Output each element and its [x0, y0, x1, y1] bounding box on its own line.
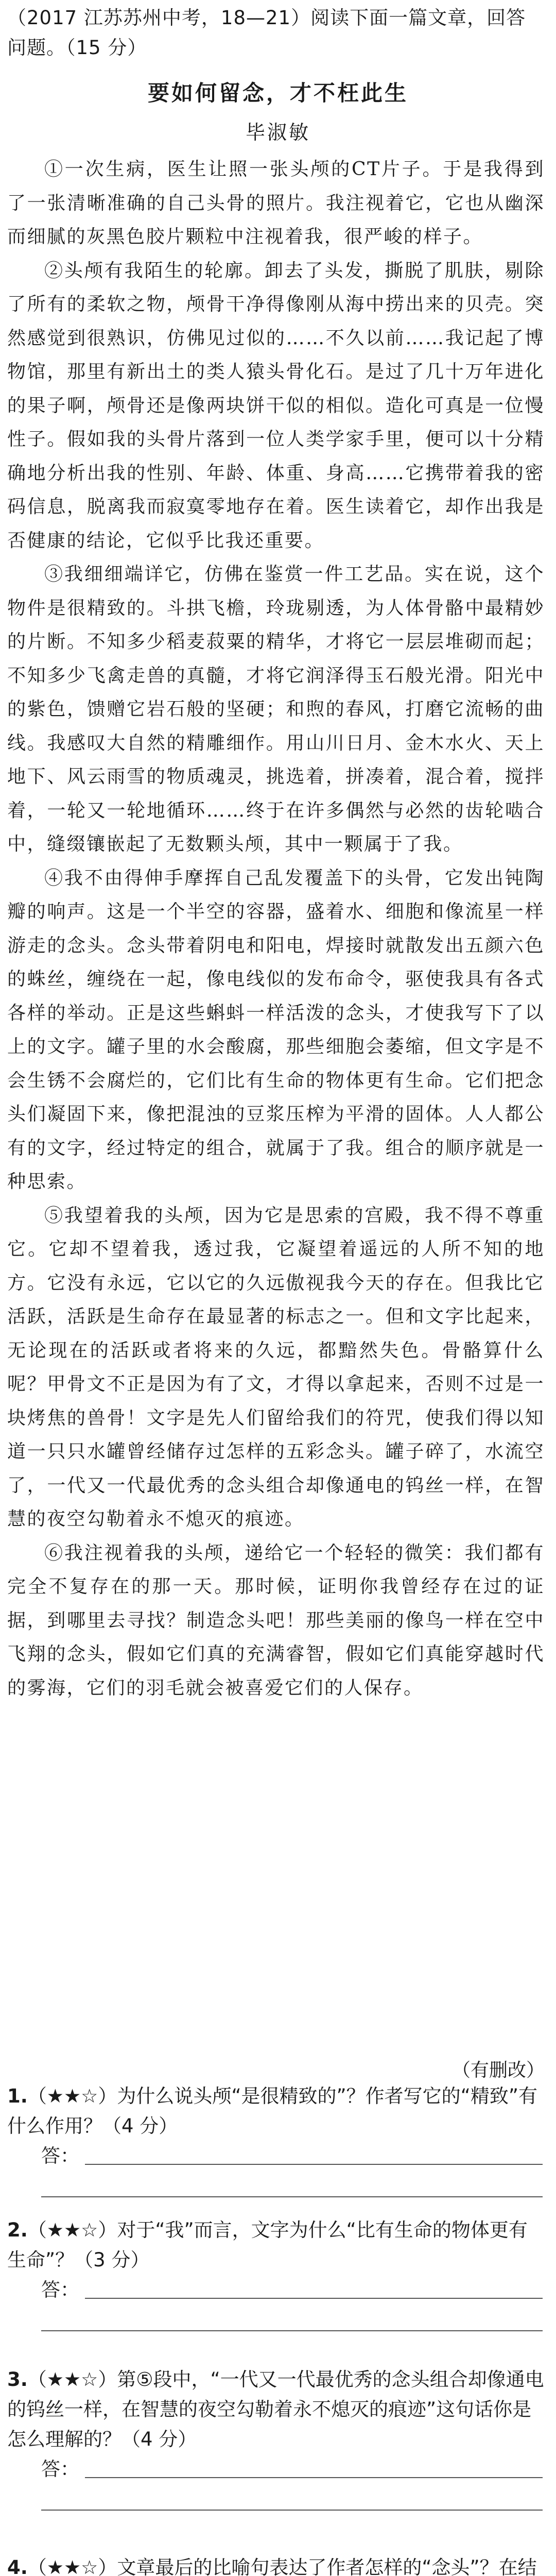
answer-line[interactable] [85, 2477, 543, 2478]
question-4 [7, 2553, 545, 2576]
question-2 [7, 2215, 545, 2305]
question-1 [7, 2081, 545, 2171]
answer-line[interactable] [41, 2330, 543, 2331]
difficulty-stars: （★★☆） [27, 2085, 117, 2107]
answer-line[interactable] [41, 2196, 543, 2197]
answer-line[interactable] [85, 2164, 543, 2165]
exercise-intro: （2017 江苏苏州中考，18—21）阅读下面一篇文章，回答问题。（15 分） [7, 7, 526, 59]
answer-label: 答： [41, 2458, 79, 2480]
question-text: 文章最后的比喻句表达了作者怎样的“念头”？在结 [117, 2556, 537, 2576]
difficulty-stars: （★★☆） [27, 2219, 117, 2241]
difficulty-stars: （★★☆） [27, 2556, 117, 2576]
question-text: 第⑤段中，“一代又一代最优秀的念头组合却像通电的钨丝一样，在智慧的夜空勾勒着永不熄灭的痕迹”这句话你是怎么理解的？（4 分） [7, 2368, 544, 2450]
source-note: （有删改） [451, 2060, 545, 2081]
paragraph-2: ②头颅有我陌生的轮廓。卸去了头发，撕脱了肌肤，剔除了所有的柔软之物，颅骨干净得像刚从海中捞出来的贝壳。突然感觉到很熟识，仿佛见过似的……不久以前……我记起了博物馆，那里有新出土的类人猿头骨化石。是过了几十万年进化的果子啊，颅骨还是像两块饼干似的相似。造化可真是一位慢性子。假如我的头骨片落到一位人类学家手里，便可以十分精确地分析出我的性别、年龄、体重、身高……它携带着我的密码信息，脱离我而寂寞零地存在着。医生读着它，却作出我是否健康的结论，它似乎比我还重要。 [7, 260, 545, 551]
paragraph-1: ①一次生病，医生让照一张头颅的CT片子。于是我得到了一张清晰准确的自己头骨的照片。我注视着它，它也从幽深而细腻的灰黑色胶片颗粒中注视着我，很严峻的样子。 [7, 159, 545, 247]
question-3 [7, 2365, 545, 2484]
answer-label: 答： [41, 2145, 79, 2167]
question-text: 为什么说头颅“是很精致的”？作者写它的“精致”有什么作用？（4 分） [7, 2085, 538, 2137]
article-author: 毕淑敏 [245, 121, 310, 144]
answer-label: 答： [41, 2279, 79, 2301]
article-title: 要如何留念，才不枉此生 [147, 80, 408, 106]
question-number: 4. [7, 2556, 28, 2576]
answer-line[interactable] [41, 2510, 543, 2511]
question-number: 1. [7, 2085, 28, 2107]
paragraph-5: ⑤我望着我的头颅，因为它是思索的宫殿，我不得不尊重它。它却不望着我，透过我，它凝望着遥远的人所不知的地方。它没有永远，它以它的久远傲视我今天的存在。但我比它活跃，活跃是生命存在最显著的标志之一。但和文字比起来，无论现在的活跃或者将来的久远，都黯然失色。骨骼算什么呢？甲骨文不正是因为有了文，才得以拿起来，否则不过是一块烤焦的兽骨！文字是先人们留给我们的符咒，使我们得以知道一只只水罐曾经储存过怎样的五彩念头。罐子碎了，水流空了，一代又一代最优秀的念头组合却像通电的钨丝一样，在智慧的夜空勾勒着永不熄灭的痕迹。 [7, 1205, 545, 1530]
paragraph-3: ③我细细端详它，仿佛在鉴赏一件工艺品。实在说，这个物件是很精致的。斗拱飞檐，玲珑剔透，为人体骨骼中最精妙的片断。不知多少稻麦菽粟的精华，才将它一层层堆砌而起；不知多少飞禽走兽的真髓，才将它润泽得玉石般光滑。阳光中的紫色，馈赠它岩石般的坚硬；和煦的春风，打磨它流畅的曲线。我感叹大自然的精雕细作。用山川日月、金木水火、天上地下、风云雨雪的物质魂灵，挑选着，拼凑着，混合着，搅拌着，一轮又一轮地循环……终于在许多偶然与必然的齿轮啮合中，缝缀镶嵌起了无数颗头颅，其中一颗属于了我。 [7, 564, 545, 855]
answer-line[interactable] [85, 2298, 543, 2299]
paragraph-4: ④我不由得伸手摩挥自己乱发覆盖下的头骨，它发出钝陶瓣的响声。这是一个半空的容器，盛着水、细胞和像流星一样游走的念头。念头带着阴电和阳电，焊接时就散发出五颜六色的蛛丝，缠绕在一起，像电线似的发布命令，驱使我具有各式各样的举动。正是这些蝌蚪一样活泼的念头，才使我写下了以上的文字。罐子里的水会酸腐，那些细胞会萎缩，但文字是不会生锈不会腐烂的，它们比有生命的物体更有生命。它们把念头们凝固下来，像把混浊的豆浆压榨为平滑的固体。人人都公有的文字，经过特定的组合，就属于了我。组合的顺序就是一种思索。 [7, 867, 545, 1192]
paragraph-6: ⑥我注视着我的头颅，递给它一个轻轻的微笑：我们都有完全不复存在的那一天。那时候，证明你我曾经存在过的证据，到哪里去寻找？制造念头吧！那些美丽的像鸟一样在空中飞翔的念头，假如它们真的充满睿智，假如它们真能穿越时代的雾海，它们的羽毛就会被喜爱它们的人保存。 [7, 1542, 545, 1699]
question-number: 2. [7, 2219, 28, 2241]
difficulty-stars: （★★☆） [27, 2368, 117, 2391]
question-text: 对于“我”而言，文字为什么“比有生命的物体更有生命”？（3 分） [7, 2219, 528, 2271]
article-body [7, 152, 545, 1705]
question-number: 3. [7, 2368, 28, 2391]
